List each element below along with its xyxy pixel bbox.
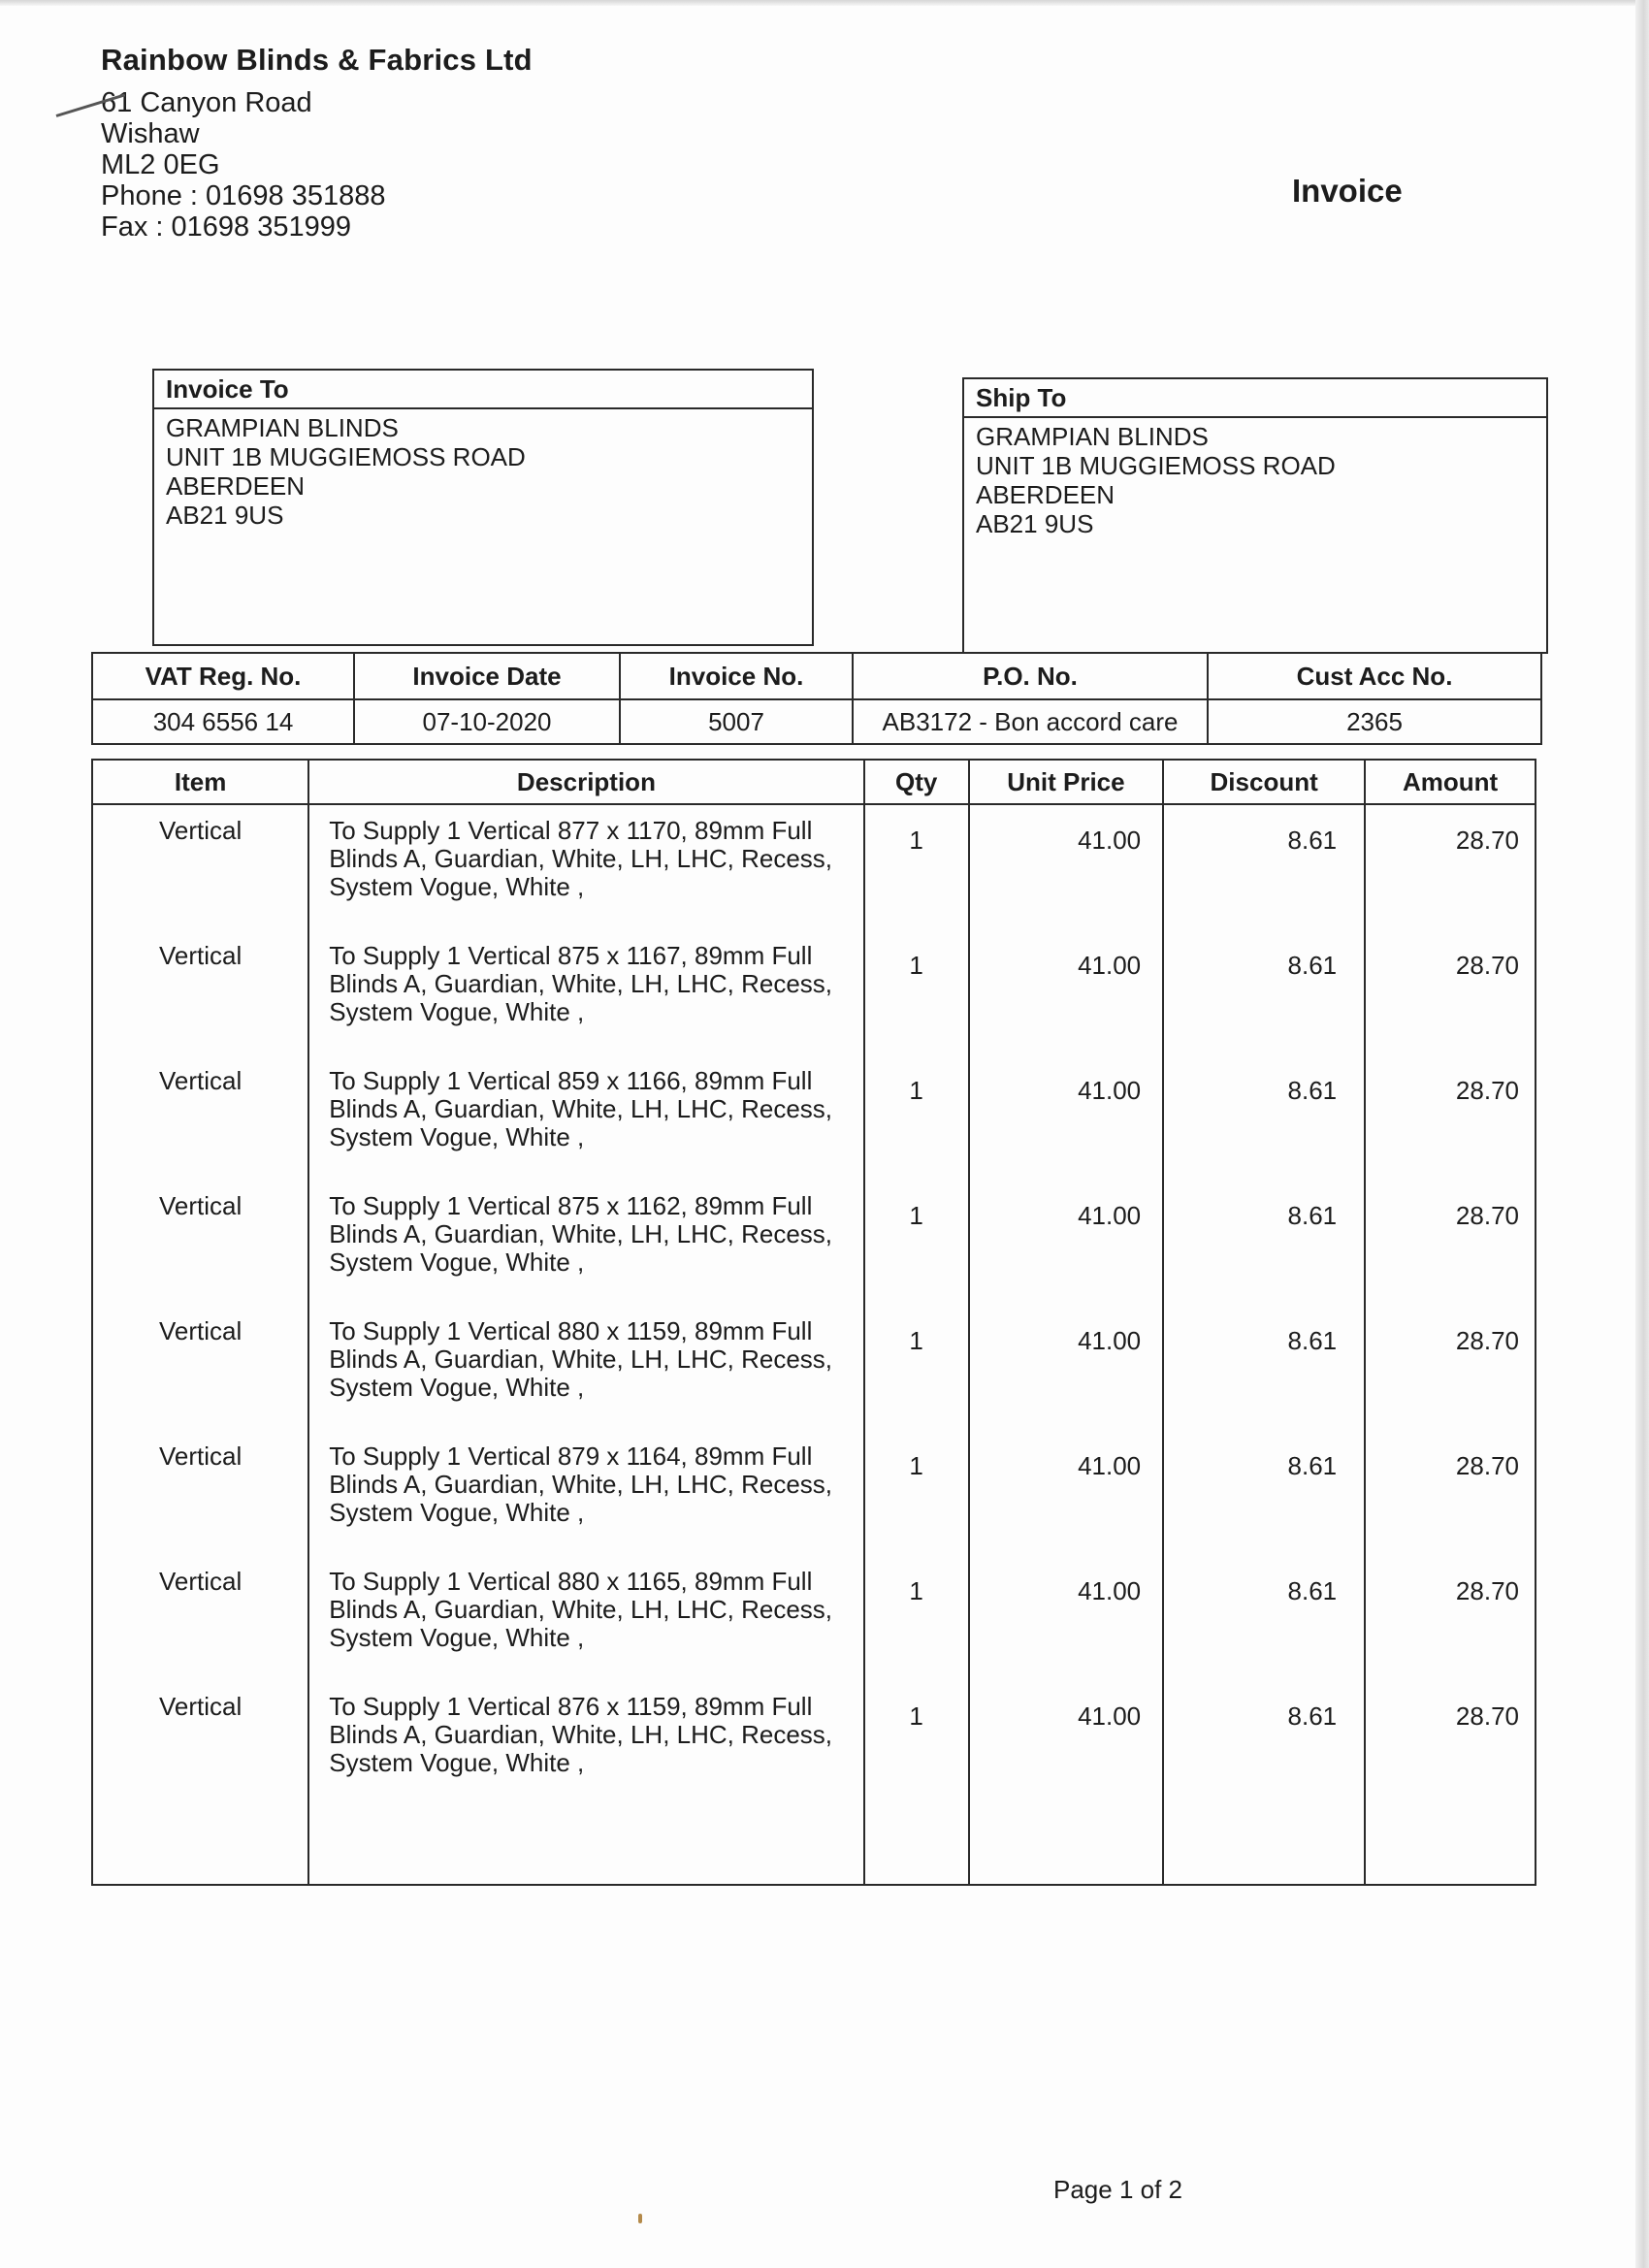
description-column-header: Description xyxy=(308,760,863,804)
empty-cell xyxy=(92,1806,308,1885)
amount-cell: 28.70 xyxy=(1365,804,1536,930)
address-line: UNIT 1B MUGGIEMOSS ROAD xyxy=(976,451,1336,480)
qty-column-header: Qty xyxy=(864,760,969,804)
address-line: GRAMPIAN BLINDS xyxy=(166,413,399,442)
description-cell xyxy=(308,1556,863,1681)
description-line: Blinds A, Guardian, White, LH, LHC, Recess, xyxy=(329,1720,833,1749)
line-items-table xyxy=(91,759,1536,1886)
discount-cell: 8.61 xyxy=(1163,930,1365,1055)
document-title: Invoice xyxy=(1292,173,1403,209)
item-cell: Vertical xyxy=(92,930,308,1055)
vat-reg-header: VAT Reg. No. xyxy=(92,653,354,699)
description-line: To Supply 1 Vertical 879 x 1164, 89mm Full xyxy=(329,1442,813,1471)
empty-cell xyxy=(864,1806,969,1885)
discount-cell: 8.61 xyxy=(1163,1181,1365,1306)
discount-cell: 8.61 xyxy=(1163,1431,1365,1556)
description-line: To Supply 1 Vertical 859 x 1166, 89mm Full xyxy=(329,1066,813,1095)
description-line: Blinds A, Guardian, White, LH, LHC, Recess, xyxy=(329,1595,833,1624)
unit-price-column-header: Unit Price xyxy=(969,760,1164,804)
scan-speck xyxy=(638,2214,642,2223)
line-item-row xyxy=(92,804,1536,930)
cust-acc-header: Cust Acc No. xyxy=(1208,653,1541,699)
amount-cell: 28.70 xyxy=(1365,1681,1536,1806)
discount-cell: 8.61 xyxy=(1163,1556,1365,1681)
description-line: System Vogue, White , xyxy=(329,1373,585,1402)
invoice-to-box xyxy=(152,369,814,646)
cust-acc-value: 2365 xyxy=(1208,699,1541,744)
address-line: ABERDEEN xyxy=(976,480,1116,509)
description-line: System Vogue, White , xyxy=(329,872,585,901)
amount-cell: 28.70 xyxy=(1365,930,1536,1055)
invoice-to-address xyxy=(154,409,812,534)
qty-cell: 1 xyxy=(864,930,969,1055)
invoice-to-heading: Invoice To xyxy=(154,371,812,409)
company-header xyxy=(101,43,533,243)
company-name: Rainbow Blinds & Fabrics Ltd xyxy=(101,43,533,77)
reference-header-row xyxy=(92,653,1541,699)
amount-cell: 28.70 xyxy=(1365,1055,1536,1181)
invoice-date-value: 07-10-2020 xyxy=(354,699,620,744)
unit-price-cell: 41.00 xyxy=(969,930,1164,1055)
description-line: Blinds A, Guardian, White, LH, LHC, Recess, xyxy=(329,1345,833,1374)
description-line: To Supply 1 Vertical 877 x 1170, 89mm Full xyxy=(329,816,813,845)
unit-price-cell: 41.00 xyxy=(969,1306,1164,1431)
page-number: Page 1 of 2 xyxy=(1053,2175,1182,2204)
description-cell xyxy=(308,1306,863,1431)
item-cell: Vertical xyxy=(92,1681,308,1806)
ship-to-heading: Ship To xyxy=(964,379,1546,418)
description-line: Blinds A, Guardian, White, LH, LHC, Recess, xyxy=(329,844,833,873)
description-line: Blinds A, Guardian, White, LH, LHC, Recess, xyxy=(329,969,833,998)
company-address-line: Wishaw xyxy=(101,118,200,149)
company-fax: Fax : 01698 351999 xyxy=(101,211,351,243)
description-cell xyxy=(308,804,863,930)
description-cell xyxy=(308,930,863,1055)
company-address-line: 61 Canyon Road xyxy=(101,87,312,118)
company-address-line: ML2 0EG xyxy=(101,149,220,180)
address-line: GRAMPIAN BLINDS xyxy=(976,422,1209,451)
item-cell: Vertical xyxy=(92,1055,308,1181)
po-no-header: P.O. No. xyxy=(853,653,1208,699)
description-line: System Vogue, White , xyxy=(329,1247,585,1277)
unit-price-cell: 41.00 xyxy=(969,1431,1164,1556)
empty-cell xyxy=(1163,1806,1365,1885)
discount-cell: 8.61 xyxy=(1163,1681,1365,1806)
ship-to-address xyxy=(964,418,1546,542)
line-item-row xyxy=(92,930,1536,1055)
vat-reg-value: 304 6556 14 xyxy=(92,699,354,744)
qty-cell: 1 xyxy=(864,1556,969,1681)
address-line: AB21 9US xyxy=(976,509,1094,538)
description-cell xyxy=(308,1181,863,1306)
item-cell: Vertical xyxy=(92,1306,308,1431)
item-column-header: Item xyxy=(92,760,308,804)
invoice-no-value: 5007 xyxy=(620,699,853,744)
address-line: ABERDEEN xyxy=(166,471,306,501)
unit-price-cell: 41.00 xyxy=(969,1681,1164,1806)
description-line: System Vogue, White , xyxy=(329,1623,585,1652)
po-no-value: AB3172 - Bon accord care xyxy=(853,699,1208,744)
discount-cell: 8.61 xyxy=(1163,1306,1365,1431)
description-line: To Supply 1 Vertical 876 x 1159, 89mm Full xyxy=(329,1692,813,1721)
unit-price-cell: 41.00 xyxy=(969,1181,1164,1306)
description-line: Blinds A, Guardian, White, LH, LHC, Recess, xyxy=(329,1094,833,1123)
unit-price-cell: 41.00 xyxy=(969,1556,1164,1681)
qty-cell: 1 xyxy=(864,1055,969,1181)
invoice-reference-table xyxy=(91,652,1542,745)
discount-cell: 8.61 xyxy=(1163,804,1365,930)
line-item-row xyxy=(92,1556,1536,1681)
qty-cell: 1 xyxy=(864,1306,969,1431)
address-line: UNIT 1B MUGGIEMOSS ROAD xyxy=(166,442,526,471)
unit-price-cell: 41.00 xyxy=(969,804,1164,930)
item-cell: Vertical xyxy=(92,804,308,930)
description-line: Blinds A, Guardian, White, LH, LHC, Recess, xyxy=(329,1470,833,1499)
description-line: To Supply 1 Vertical 880 x 1159, 89mm Full xyxy=(329,1316,813,1345)
item-cell: Vertical xyxy=(92,1556,308,1681)
amount-cell: 28.70 xyxy=(1365,1556,1536,1681)
item-cell: Vertical xyxy=(92,1431,308,1556)
qty-cell: 1 xyxy=(864,1431,969,1556)
qty-cell: 1 xyxy=(864,1181,969,1306)
description-line: System Vogue, White , xyxy=(329,997,585,1026)
table-filler-row xyxy=(92,1806,1536,1885)
item-cell: Vertical xyxy=(92,1181,308,1306)
line-items-body xyxy=(92,804,1536,1885)
description-line: To Supply 1 Vertical 875 x 1167, 89mm Full xyxy=(329,941,813,970)
unit-price-cell: 41.00 xyxy=(969,1055,1164,1181)
line-items-header-row xyxy=(92,760,1536,804)
line-item-row xyxy=(92,1681,1536,1806)
qty-cell: 1 xyxy=(864,1681,969,1806)
line-item-row xyxy=(92,1431,1536,1556)
line-item-row xyxy=(92,1181,1536,1306)
ship-to-box xyxy=(962,377,1548,654)
description-line: To Supply 1 Vertical 880 x 1165, 89mm Full xyxy=(329,1567,813,1596)
reference-value-row xyxy=(92,699,1541,744)
description-cell xyxy=(308,1055,863,1181)
empty-cell xyxy=(308,1806,863,1885)
scan-top-edge xyxy=(0,0,1649,6)
description-line: Blinds A, Guardian, White, LH, LHC, Recess, xyxy=(329,1219,833,1248)
line-item-row xyxy=(92,1306,1536,1431)
amount-cell: 28.70 xyxy=(1365,1306,1536,1431)
empty-cell xyxy=(969,1806,1164,1885)
invoice-date-header: Invoice Date xyxy=(354,653,620,699)
invoice-no-header: Invoice No. xyxy=(620,653,853,699)
discount-cell: 8.61 xyxy=(1163,1055,1365,1181)
company-phone: Phone : 01698 351888 xyxy=(101,180,386,211)
address-line: AB21 9US xyxy=(166,501,284,530)
line-item-row xyxy=(92,1055,1536,1181)
description-line: System Vogue, White , xyxy=(329,1748,585,1777)
scan-right-edge xyxy=(1635,0,1649,2268)
amount-cell: 28.70 xyxy=(1365,1431,1536,1556)
description-cell xyxy=(308,1681,863,1806)
amount-cell: 28.70 xyxy=(1365,1181,1536,1306)
qty-cell: 1 xyxy=(864,804,969,930)
description-line: To Supply 1 Vertical 875 x 1162, 89mm Full xyxy=(329,1191,813,1220)
description-line: System Vogue, White , xyxy=(329,1498,585,1527)
description-line: System Vogue, White , xyxy=(329,1122,585,1151)
amount-column-header: Amount xyxy=(1365,760,1536,804)
description-cell xyxy=(308,1431,863,1556)
empty-cell xyxy=(1365,1806,1536,1885)
discount-column-header: Discount xyxy=(1163,760,1365,804)
